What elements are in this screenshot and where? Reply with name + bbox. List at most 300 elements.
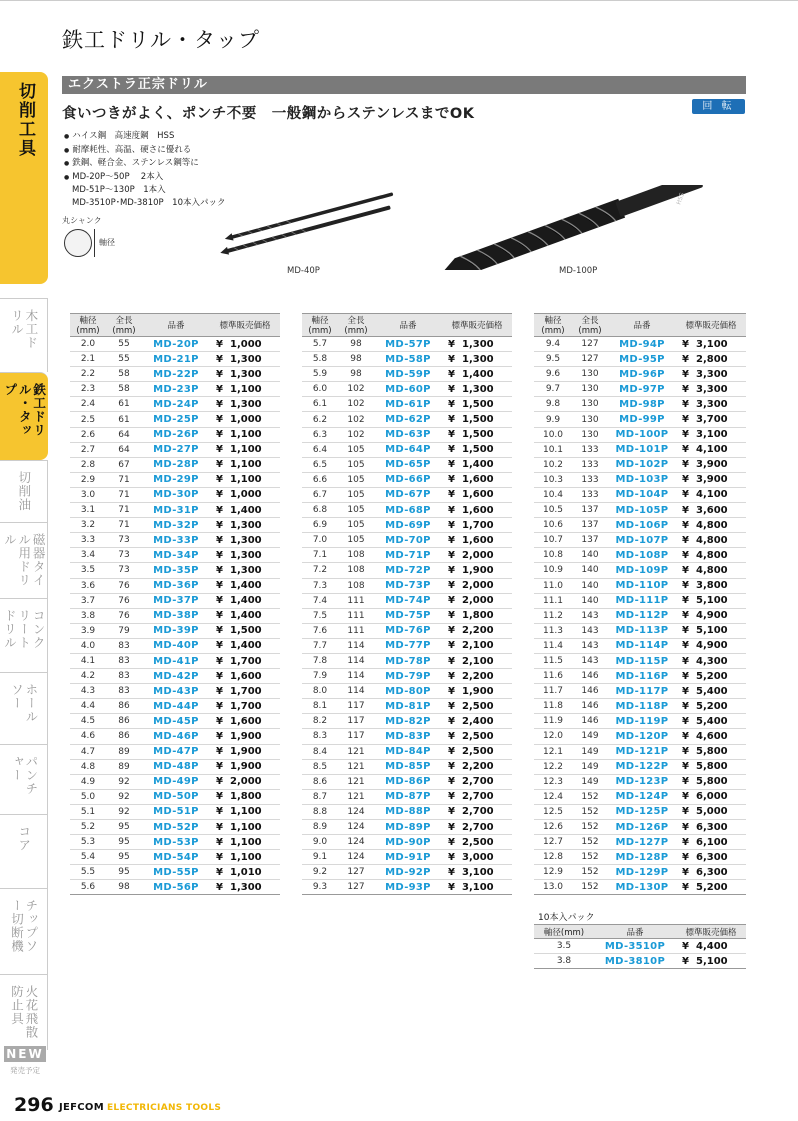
diameter-cell: 6.3 [302, 427, 338, 442]
length-cell: 67 [106, 457, 142, 472]
code-cell: MD-45P [142, 714, 210, 729]
table-row [70, 563, 280, 578]
code-cell: MD-100P [608, 427, 676, 442]
table-row [302, 367, 512, 382]
yen-symbol: ¥ [216, 821, 223, 833]
table-row [534, 578, 746, 593]
yen-symbol: ¥ [216, 655, 223, 667]
code-cell: MD-62P [374, 412, 442, 427]
price-cell [676, 442, 746, 457]
code-cell: MD-65P [374, 457, 442, 472]
diameter-cell: 12.6 [534, 820, 572, 835]
price-cell [676, 684, 746, 699]
price-value: 1,300 [230, 534, 262, 546]
length-cell: 149 [572, 744, 608, 759]
diameter-cell: 13.0 [534, 880, 572, 895]
image-caption-right: MD-100P [559, 266, 598, 276]
yen-symbol: ¥ [682, 955, 689, 967]
length-cell: 76 [106, 593, 142, 608]
diameter-cell: 10.3 [534, 472, 572, 487]
code-cell: MD-107P [608, 533, 676, 548]
length-cell: 124 [338, 850, 374, 865]
price-cell [442, 367, 512, 382]
yen-symbol: ¥ [682, 383, 689, 395]
length-cell: 108 [338, 548, 374, 563]
price-value: 5,100 [696, 625, 728, 637]
code-cell: MD-77P [374, 638, 442, 653]
yen-symbol: ¥ [216, 730, 223, 742]
code-cell: MD-71P [374, 548, 442, 563]
yen-symbol: ¥ [448, 610, 455, 622]
price-value: 1,500 [462, 398, 494, 410]
yen-symbol: ¥ [448, 444, 455, 456]
price-cell [210, 669, 280, 684]
diameter-cell: 10.7 [534, 533, 572, 548]
length-cell: 133 [572, 457, 608, 472]
price-cell [676, 669, 746, 684]
sidebar-tab[interactable]: 木工ドリル [0, 298, 48, 372]
length-cell: 71 [106, 518, 142, 533]
price-cell [442, 774, 512, 789]
length-cell: 130 [572, 382, 608, 397]
price-cell [210, 563, 280, 578]
price-value: 1,700 [462, 519, 494, 531]
diameter-cell: 10.6 [534, 518, 572, 533]
code-cell: MD-32P [142, 518, 210, 533]
diameter-cell: 7.6 [302, 623, 338, 638]
code-cell: MD-25P [142, 412, 210, 427]
code-cell: MD-33P [142, 533, 210, 548]
diameter-cell: 5.5 [70, 865, 106, 880]
price-value: 2,000 [462, 580, 494, 592]
length-cell: 98 [338, 367, 374, 382]
length-cell: 140 [572, 563, 608, 578]
diameter-cell: 12.5 [534, 804, 572, 819]
price-cell [676, 397, 746, 412]
diameter-cell: 6.6 [302, 472, 338, 487]
table-row [534, 954, 746, 969]
yen-symbol: ¥ [682, 504, 689, 516]
diameter-cell: 9.2 [302, 865, 338, 880]
yen-symbol: ¥ [216, 549, 223, 561]
table-row [70, 352, 280, 367]
length-cell: 130 [572, 397, 608, 412]
table-row [70, 442, 280, 457]
price-cell [210, 503, 280, 518]
length-cell: 130 [572, 412, 608, 427]
diameter-cell: 9.0 [302, 835, 338, 850]
table-row [534, 412, 746, 427]
diameter-cell: 3.6 [70, 578, 106, 593]
yen-symbol: ¥ [682, 836, 689, 848]
code-cell: MD-39P [142, 623, 210, 638]
length-cell: 86 [106, 729, 142, 744]
yen-symbol: ¥ [216, 836, 223, 848]
price-cell [210, 835, 280, 850]
yen-symbol: ¥ [216, 534, 223, 546]
rotation-badge: 回 転 [692, 99, 745, 114]
length-cell: 143 [572, 638, 608, 653]
price-value: 4,900 [696, 610, 728, 622]
diameter-cell: 8.7 [302, 789, 338, 804]
table-row [302, 563, 512, 578]
length-cell: 89 [106, 759, 142, 774]
table-row [534, 653, 746, 668]
code-cell: MD-109P [608, 563, 676, 578]
code-cell: MD-116P [608, 669, 676, 684]
price-cell [210, 382, 280, 397]
price-cell [210, 623, 280, 638]
header-length: 全長(mm) [338, 314, 374, 337]
price-value: 1,600 [462, 504, 494, 516]
price-value: 2,500 [462, 836, 494, 848]
price-cell [442, 412, 512, 427]
sidebar-tab[interactable]: コンクリートドリル [0, 598, 48, 672]
table-row [70, 382, 280, 397]
yen-symbol: ¥ [448, 398, 455, 410]
yen-symbol: ¥ [216, 610, 223, 622]
price-value: 3,900 [696, 459, 728, 471]
table-row [70, 880, 280, 895]
length-cell: 102 [338, 412, 374, 427]
price-cell [676, 759, 746, 774]
price-cell [210, 472, 280, 487]
length-cell: 124 [338, 820, 374, 835]
table-row [534, 638, 746, 653]
yen-symbol: ¥ [216, 715, 223, 727]
length-cell: 64 [106, 442, 142, 457]
diameter-cell: 12.9 [534, 865, 572, 880]
diameter-cell: 6.1 [302, 397, 338, 412]
new-sub-label: 発売予定 [10, 1066, 40, 1075]
length-cell: 58 [106, 367, 142, 382]
length-cell: 133 [572, 487, 608, 502]
price-value: 2,800 [696, 353, 728, 365]
diameter-cell: 8.6 [302, 774, 338, 789]
yen-symbol: ¥ [216, 368, 223, 380]
price-cell [442, 533, 512, 548]
table-row [302, 653, 512, 668]
code-cell: MD-53P [142, 835, 210, 850]
diameter-cell: 2.9 [70, 472, 106, 487]
price-cell [210, 804, 280, 819]
diameter-cell: 9.6 [534, 367, 572, 382]
code-cell: MD-37P [142, 593, 210, 608]
table-row [302, 533, 512, 548]
yen-symbol: ¥ [216, 383, 223, 395]
header-length: 全長(mm) [106, 314, 142, 337]
product-tagline: 食いつきがよく、ポンチ不要 一般鋼からステンレスまでOK [62, 106, 475, 122]
price-cell [676, 503, 746, 518]
table-row [534, 367, 746, 382]
price-value: 6,300 [696, 851, 728, 863]
table-row [70, 578, 280, 593]
code-cell: MD-82P [374, 714, 442, 729]
diameter-cell: 3.3 [70, 533, 106, 548]
product-name-bar [62, 76, 746, 94]
price-value: 4,300 [696, 655, 728, 667]
diameter-cell: 3.5 [70, 563, 106, 578]
table-row [302, 352, 512, 367]
code-cell: MD-46P [142, 729, 210, 744]
header-code: 品番 [608, 314, 676, 337]
price-value: 1,300 [230, 398, 262, 410]
table-row [70, 638, 280, 653]
price-cell [442, 789, 512, 804]
price-cell [210, 759, 280, 774]
code-cell: MD-108P [608, 548, 676, 563]
length-cell: 149 [572, 759, 608, 774]
diameter-cell: 12.8 [534, 850, 572, 865]
code-cell: MD-128P [608, 850, 676, 865]
pack-note: MD-3510P･MD-3810P 10本入パック [72, 197, 226, 208]
yen-symbol: ¥ [682, 655, 689, 667]
length-cell: 137 [572, 518, 608, 533]
table-row [534, 352, 746, 367]
code-cell: MD-29P [142, 472, 210, 487]
price-value: 6,000 [696, 791, 728, 803]
price-value: 1,900 [230, 761, 262, 773]
price-cell [676, 593, 746, 608]
price-value: 3,300 [696, 398, 728, 410]
table-row [534, 457, 746, 472]
price-cell [676, 729, 746, 744]
diameter-cell: 12.2 [534, 759, 572, 774]
length-cell: 121 [338, 744, 374, 759]
length-cell: 102 [338, 382, 374, 397]
price-cell [442, 638, 512, 653]
sidebar-tab[interactable]: 火花飛散防止具 [0, 974, 48, 1050]
table-row [302, 714, 512, 729]
price-cell [442, 759, 512, 774]
table-row [302, 442, 512, 457]
table-row [302, 412, 512, 427]
price-cell [210, 487, 280, 502]
code-cell: MD-58P [374, 352, 442, 367]
code-cell: MD-105P [608, 503, 676, 518]
length-cell: 140 [572, 578, 608, 593]
table-row [534, 684, 746, 699]
length-cell: 127 [572, 337, 608, 352]
diameter-cell: 8.0 [302, 684, 338, 699]
code-cell: MD-31P [142, 503, 210, 518]
table-row [302, 759, 512, 774]
code-cell: MD-36P [142, 578, 210, 593]
sidebar-tab-current[interactable]: 鉄工ドリル・タップ [0, 372, 48, 460]
table-row [302, 472, 512, 487]
code-cell: MD-121P [608, 744, 676, 759]
code-cell: MD-48P [142, 759, 210, 774]
yen-symbol: ¥ [216, 881, 223, 893]
length-cell: 146 [572, 714, 608, 729]
diameter-cell: 3.2 [70, 518, 106, 533]
yen-symbol: ¥ [682, 866, 689, 878]
length-cell: 114 [338, 653, 374, 668]
price-value: 4,800 [696, 549, 728, 561]
diameter-cell: 11.2 [534, 608, 572, 623]
length-cell: 95 [106, 850, 142, 865]
table-row [534, 593, 746, 608]
yen-symbol: ¥ [448, 504, 455, 516]
code-cell: MD-104P [608, 487, 676, 502]
price-value: 2,100 [462, 655, 494, 667]
diameter-cell: 9.4 [534, 337, 572, 352]
table-row [70, 699, 280, 714]
price-value: 1,600 [230, 715, 262, 727]
price-value: 2,000 [462, 595, 494, 607]
price-value: 2,200 [462, 670, 494, 682]
price-value: 2,500 [462, 746, 494, 758]
sidebar-tab[interactable]: チップソー切断機 [0, 888, 48, 974]
yen-symbol: ¥ [448, 821, 455, 833]
code-cell: MD-95P [608, 352, 676, 367]
yen-symbol: ¥ [682, 368, 689, 380]
spec-table-3 [534, 313, 746, 895]
price-cell [676, 804, 746, 819]
code-cell: MD-88P [374, 804, 442, 819]
code-cell: MD-54P [142, 850, 210, 865]
code-cell: MD-30P [142, 487, 210, 502]
diameter-cell: 11.3 [534, 623, 572, 638]
length-cell: 92 [106, 774, 142, 789]
diameter-cell: 4.6 [70, 729, 106, 744]
diameter-cell: 5.7 [302, 337, 338, 352]
price-value: 1,100 [230, 444, 262, 456]
sidebar-tab[interactable]: 切削油 [0, 460, 48, 522]
table-row [534, 759, 746, 774]
code-cell: MD-99P [608, 412, 676, 427]
price-value: 1,900 [230, 730, 262, 742]
table-row [302, 457, 512, 472]
table-row [70, 608, 280, 623]
price-cell [442, 608, 512, 623]
table-row [70, 820, 280, 835]
length-cell: 95 [106, 820, 142, 835]
price-value: 1,900 [462, 685, 494, 697]
price-cell [210, 608, 280, 623]
diameter-cell: 11.0 [534, 578, 572, 593]
price-cell [210, 653, 280, 668]
code-cell: MD-120P [608, 729, 676, 744]
code-cell: MD-68P [374, 503, 442, 518]
price-value: 1,100 [230, 459, 262, 471]
yen-symbol: ¥ [682, 398, 689, 410]
code-cell: MD-51P [142, 804, 210, 819]
length-cell: 108 [338, 578, 374, 593]
table-row [534, 850, 746, 865]
length-cell: 127 [338, 880, 374, 895]
table-row [534, 835, 746, 850]
price-value: 2,000 [230, 776, 262, 788]
code-cell: MD-102P [608, 457, 676, 472]
price-value: 1,300 [230, 881, 262, 893]
table-row [534, 442, 746, 457]
diameter-cell: 7.8 [302, 653, 338, 668]
price-cell [210, 457, 280, 472]
diameter-cell: 10.5 [534, 503, 572, 518]
length-cell: 105 [338, 442, 374, 457]
sidebar-tab[interactable]: ホールソー [0, 672, 48, 744]
price-cell [442, 427, 512, 442]
table-row [302, 865, 512, 880]
diameter-cell: 8.5 [302, 759, 338, 774]
sidebar-category[interactable] [0, 72, 48, 284]
diameter-cell: 4.1 [70, 653, 106, 668]
code-cell: MD-106P [608, 518, 676, 533]
yen-symbol: ¥ [448, 595, 455, 607]
table-row [302, 774, 512, 789]
yen-symbol: ¥ [682, 534, 689, 546]
price-value: 2,200 [462, 761, 494, 773]
code-cell: MD-114P [608, 638, 676, 653]
yen-symbol: ¥ [682, 338, 689, 350]
price-value: 1,900 [462, 564, 494, 576]
price-value: 4,400 [696, 940, 728, 952]
footer-brand [59, 1102, 221, 1113]
sidebar-tab[interactable]: コア [0, 814, 48, 888]
length-cell: 114 [338, 684, 374, 699]
yen-symbol: ¥ [448, 338, 455, 350]
table-row [302, 518, 512, 533]
table-row [534, 427, 746, 442]
sidebar-tab[interactable]: パンチャー [0, 744, 48, 814]
length-cell: 152 [572, 789, 608, 804]
spec-table-1 [70, 313, 280, 895]
header-price: 標準販売価格 [676, 925, 746, 939]
table-row [70, 714, 280, 729]
yen-symbol: ¥ [216, 791, 223, 803]
code-cell: MD-59P [374, 367, 442, 382]
price-value: 2,700 [462, 791, 494, 803]
table-row [302, 699, 512, 714]
table-row [70, 427, 280, 442]
code-cell: MD-97P [608, 382, 676, 397]
yen-symbol: ¥ [448, 836, 455, 848]
price-value: 5,000 [696, 806, 728, 818]
price-cell [442, 382, 512, 397]
new-badge: NEW [4, 1046, 46, 1062]
code-cell: MD-75P [374, 608, 442, 623]
length-cell: 92 [106, 789, 142, 804]
diameter-cell: 11.8 [534, 699, 572, 714]
diameter-cell: 5.6 [70, 880, 106, 895]
length-cell: 114 [338, 638, 374, 653]
diameter-cell: 4.8 [70, 759, 106, 774]
code-cell: MD-89P [374, 820, 442, 835]
diameter-cell: 9.1 [302, 850, 338, 865]
table-row [302, 789, 512, 804]
diameter-cell: 9.8 [534, 397, 572, 412]
length-cell: 61 [106, 412, 142, 427]
header-diameter: 軸径(mm) [70, 314, 106, 337]
diameter-cell: 6.0 [302, 382, 338, 397]
yen-symbol: ¥ [682, 444, 689, 456]
length-cell: 130 [572, 367, 608, 382]
pack-table-label: 10本入パック [538, 913, 595, 923]
diameter-cell: 4.9 [70, 774, 106, 789]
length-cell: 108 [338, 563, 374, 578]
diameter-cell: 3.0 [70, 487, 106, 502]
table-row [534, 880, 746, 895]
length-cell: 127 [572, 352, 608, 367]
price-cell [210, 638, 280, 653]
price-cell [442, 593, 512, 608]
price-value: 1,500 [462, 414, 494, 426]
diameter-cell: 9.9 [534, 412, 572, 427]
sidebar-tab[interactable]: 磁器タイル用ドリル [0, 522, 48, 598]
header-code: 品番 [374, 314, 442, 337]
diameter-cell: 10.4 [534, 487, 572, 502]
